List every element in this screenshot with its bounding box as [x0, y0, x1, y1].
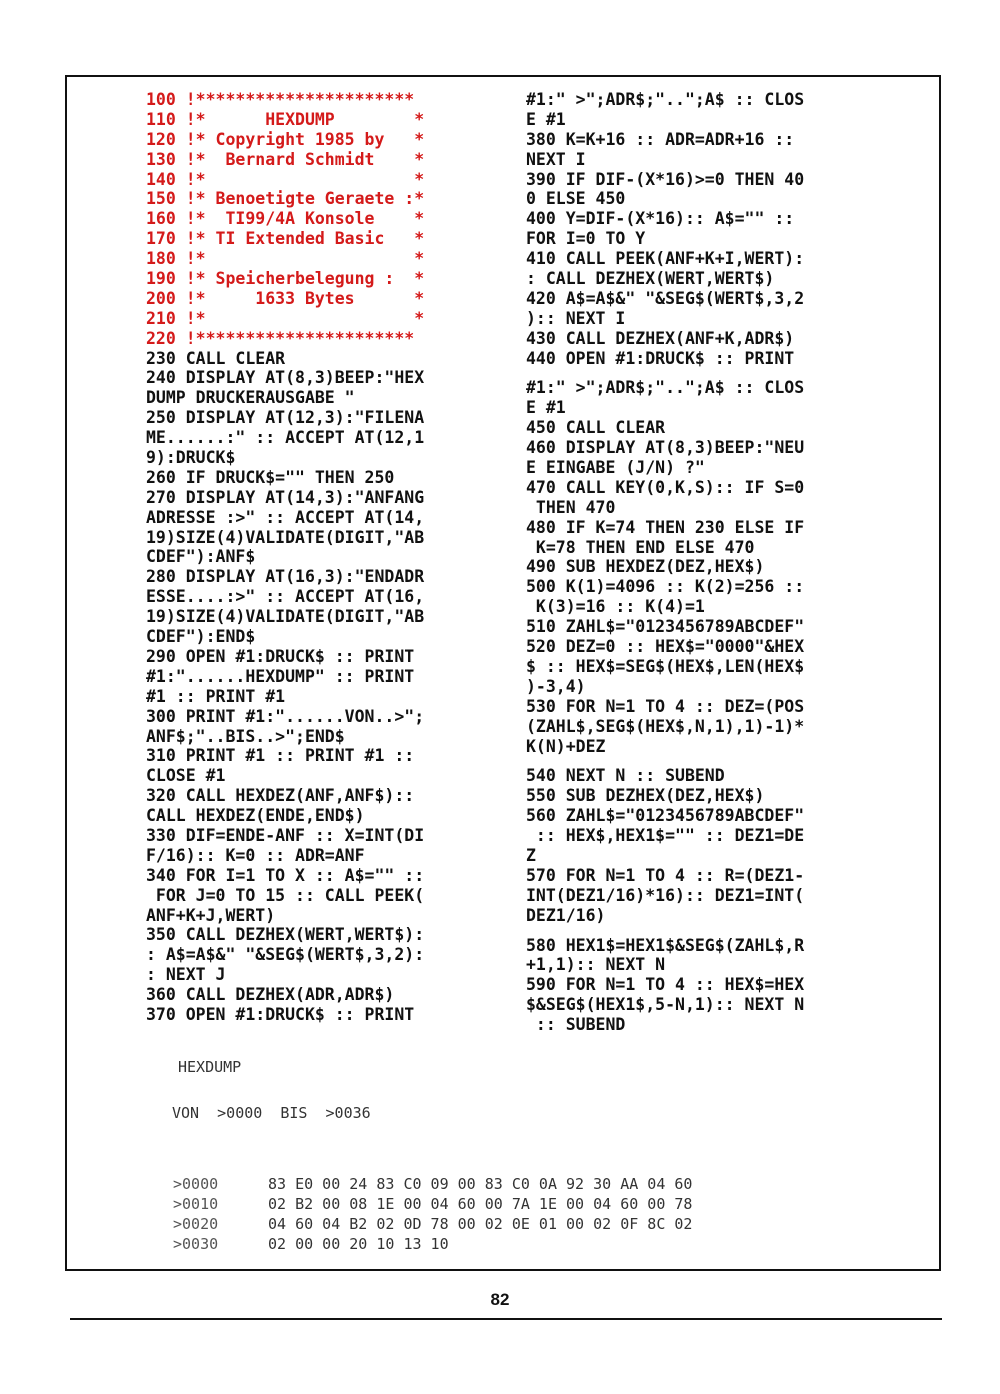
code-line: E #1 — [526, 109, 566, 129]
code-line: :: SUBEND — [526, 1015, 626, 1035]
listing-right-column — [526, 90, 804, 1035]
code-line: #1:" >";ADR$;"..";A$ :: CLOS — [526, 378, 805, 398]
code-line: NEXT I — [526, 149, 586, 169]
code-line: 490 SUB HEXDEZ(DEZ,HEX$) — [526, 557, 765, 577]
code-line: : A$=A$&" "&SEG$(WERT$,3,2): — [146, 945, 425, 965]
code-line: 150 !* Benoetigte Geraete :* — [146, 189, 425, 209]
code-line: 370 OPEN #1:DRUCK$ :: PRINT — [146, 1004, 415, 1024]
code-line: 9):DRUCK$ — [146, 448, 236, 468]
hexdump-bytes: 83 E0 00 24 83 C0 09 00 83 C0 0A 92 30 AA 04 60 — [268, 1175, 693, 1193]
line-gap — [526, 756, 804, 766]
code-line: 380 K=K+16 :: ADR=ADR+16 :: — [526, 129, 795, 149]
code-line: 300 PRINT #1:"......VON..>"; — [146, 706, 425, 726]
code-line: 350 CALL DEZHEX(WERT,WERT$): — [146, 925, 425, 945]
code-line: CLOSE #1 — [146, 766, 226, 786]
code-line: CDEF"):ANF$ — [146, 547, 256, 567]
hexdump-bytes: 02 00 00 20 10 13 10 — [268, 1235, 449, 1253]
code-line: 480 IF K=74 THEN 230 ELSE IF — [526, 517, 805, 537]
code-line: INT(DEZ1/16)*16):: DEZ1=INT( — [526, 885, 805, 905]
code-line: 590 FOR N=1 TO 4 :: HEX$=HEX — [526, 975, 805, 995]
code-line: 120 !* Copyright 1985 by * — [146, 129, 425, 149]
code-line: 200 !* 1633 Bytes * — [146, 288, 425, 308]
code-line: 400 Y=DIF-(X*16):: A$="" :: — [526, 209, 795, 229]
code-line: )-3,4) — [526, 676, 586, 696]
code-line: 540 NEXT N :: SUBEND — [526, 766, 725, 786]
hexdump-range: VON >0000 BIS >0036 — [172, 1104, 371, 1122]
code-line: 130 !* Bernard Schmidt * — [146, 149, 425, 169]
code-line: 19)SIZE(4)VALIDATE(DIGIT,"AB — [146, 527, 425, 547]
code-line: FOR J=0 TO 15 :: CALL PEEK( — [146, 885, 425, 905]
code-line: 310 PRINT #1 :: PRINT #1 :: — [146, 746, 415, 766]
code-line: #1:" >";ADR$;"..";A$ :: CLOS — [526, 90, 805, 109]
code-line: E EINGABE (J/N) ?" — [526, 458, 705, 478]
bottom-rule — [70, 1318, 942, 1320]
code-line: 230 CALL CLEAR — [146, 348, 286, 368]
code-line: 320 CALL HEXDEZ(ANF,ANF$):: — [146, 786, 415, 806]
code-line: 220 !********************** — [146, 328, 415, 348]
hexdump-address: >0000 — [173, 1175, 219, 1193]
code-line: 100 !********************** — [146, 90, 415, 109]
code-line: :: HEX$,HEX1$="" :: DEZ1=DE — [526, 826, 805, 846]
code-line: 500 K(1)=4096 :: K(2)=256 :: — [526, 577, 805, 597]
code-line: ANF$;"..BIS..>";END$ — [146, 726, 345, 746]
code-line: 170 !* TI Extended Basic * — [146, 229, 425, 249]
code-line: K(N)+DEZ — [526, 736, 606, 756]
code-line: THEN 470 — [526, 497, 616, 517]
line-gap — [526, 926, 804, 936]
code-line: : NEXT J — [146, 965, 226, 985]
code-line: 580 HEX1$=HEX1$&SEG$(ZAHL$,R — [526, 935, 805, 955]
code-line: 240 DISPLAY AT(8,3)BEEP:"HEX — [146, 368, 425, 388]
code-line: 190 !* Speicherbelegung : * — [146, 269, 425, 289]
hexdump-rows — [173, 1174, 692, 1254]
hexdump-address: >0010 — [173, 1195, 219, 1213]
code-line: 0 ELSE 450 — [526, 189, 626, 209]
code-line: : CALL DEZHEX(WERT,WERT$) — [526, 269, 775, 289]
code-line: 440 OPEN #1:DRUCK$ :: PRINT — [526, 348, 795, 368]
code-line: $&SEG$(HEX1$,5-N,1):: NEXT N — [526, 995, 805, 1015]
code-line: $ :: HEX$=SEG$(HEX$,LEN(HEX$ — [526, 656, 805, 676]
code-line: F/16):: K=0 :: ADR=ANF — [146, 845, 365, 865]
page-number: 82 — [490, 1290, 510, 1309]
code-line: 430 CALL DEZHEX(ANF+K,ADR$) — [526, 328, 795, 348]
code-line: 110 !* HEXDUMP * — [146, 109, 425, 129]
code-line: 210 !* * — [146, 308, 425, 328]
code-line: 520 DEZ=0 :: HEX$="0000"&HEX — [526, 637, 805, 657]
code-line: Z — [526, 845, 536, 865]
code-line: (ZAHL$,SEG$(HEX$,N,1),1)-1)* — [526, 716, 805, 736]
code-line: E #1 — [526, 398, 566, 418]
code-line: 19)SIZE(4)VALIDATE(DIGIT,"AB — [146, 607, 425, 627]
code-line: 260 IF DRUCK$="" THEN 250 — [146, 467, 395, 487]
code-line: #1 :: PRINT #1 — [146, 686, 286, 706]
hexdump-title: HEXDUMP — [178, 1058, 242, 1076]
code-line: K(3)=16 :: K(4)=1 — [526, 597, 705, 617]
code-line: DEZ1/16) — [526, 905, 606, 925]
code-line: +1,1):: NEXT N — [526, 955, 666, 975]
code-line: 570 FOR N=1 TO 4 :: R=(DEZ1- — [526, 865, 805, 885]
code-line: 390 IF DIF-(X*16)>=0 THEN 40 — [526, 169, 805, 189]
code-line: 450 CALL CLEAR — [526, 418, 666, 438]
hexdump-address: >0030 — [173, 1235, 219, 1253]
code-line: 460 DISPLAY AT(8,3)BEEP:"NEU — [526, 438, 805, 458]
code-line: 280 DISPLAY AT(16,3):"ENDADR — [146, 567, 425, 587]
code-line: 340 FOR I=1 TO X :: A$="" :: — [146, 865, 425, 885]
code-line: 330 DIF=ENDE-ANF :: X=INT(DI — [146, 825, 425, 845]
code-line: DUMP DRUCKERAUSGABE " — [146, 388, 355, 408]
code-line: 160 !* TI99/4A Konsole * — [146, 209, 425, 229]
hexdump-bytes: 02 B2 00 08 1E 00 04 60 00 7A 1E 00 04 60 00 78 — [268, 1195, 693, 1213]
code-line: 550 SUB DEZHEX(DEZ,HEX$) — [526, 786, 765, 806]
code-line: ESSE....:>" :: ACCEPT AT(16, — [146, 587, 425, 607]
code-line: K=78 THEN END ELSE 470 — [526, 537, 755, 557]
code-line: 250 DISPLAY AT(12,3):"FILENA — [146, 408, 425, 428]
listing-left-column — [146, 90, 424, 1025]
code-line: #1:"......HEXDUMP" :: PRINT — [146, 666, 415, 686]
hexdump-row — [173, 1234, 692, 1254]
code-line: ):: NEXT I — [526, 308, 626, 328]
code-line: 360 CALL DEZHEX(ADR,ADR$) — [146, 985, 395, 1005]
code-line: FOR I=0 TO Y — [526, 229, 646, 249]
hexdump-bytes: 04 60 04 B2 02 0D 78 00 02 0E 01 00 02 0F 8C 02 — [268, 1215, 693, 1233]
code-line: 140 !* * — [146, 169, 425, 189]
code-line: 290 OPEN #1:DRUCK$ :: PRINT — [146, 646, 415, 666]
hexdump-address: >0020 — [173, 1215, 219, 1233]
hexdump-row — [173, 1194, 692, 1214]
code-line: 560 ZAHL$="0123456789ABCDEF" — [526, 806, 805, 826]
code-line: 530 FOR N=1 TO 4 :: DEZ=(POS — [526, 696, 805, 716]
code-line: ADRESSE :>" :: ACCEPT AT(14, — [146, 507, 425, 527]
hexdump-row — [173, 1174, 692, 1194]
hexdump-row — [173, 1214, 692, 1234]
code-line: CALL HEXDEZ(ENDE,END$) — [146, 806, 365, 826]
code-line: ANF+K+J,WERT) — [146, 905, 276, 925]
code-line: 270 DISPLAY AT(14,3):"ANFANG — [146, 487, 425, 507]
code-line: 470 CALL KEY(0,K,S):: IF S=0 — [526, 477, 805, 497]
code-line: 410 CALL PEEK(ANF+K+I,WERT): — [526, 249, 805, 269]
line-gap — [526, 368, 804, 378]
code-line: 510 ZAHL$="0123456789ABCDEF" — [526, 617, 805, 637]
code-line: ME......:" :: ACCEPT AT(12,1 — [146, 428, 425, 448]
hexdump-output — [172, 1058, 693, 1253]
code-line: 420 A$=A$&" "&SEG$(WERT$,3,2 — [526, 288, 805, 308]
code-line: 180 !* * — [146, 249, 425, 269]
code-line: CDEF"):END$ — [146, 627, 256, 647]
